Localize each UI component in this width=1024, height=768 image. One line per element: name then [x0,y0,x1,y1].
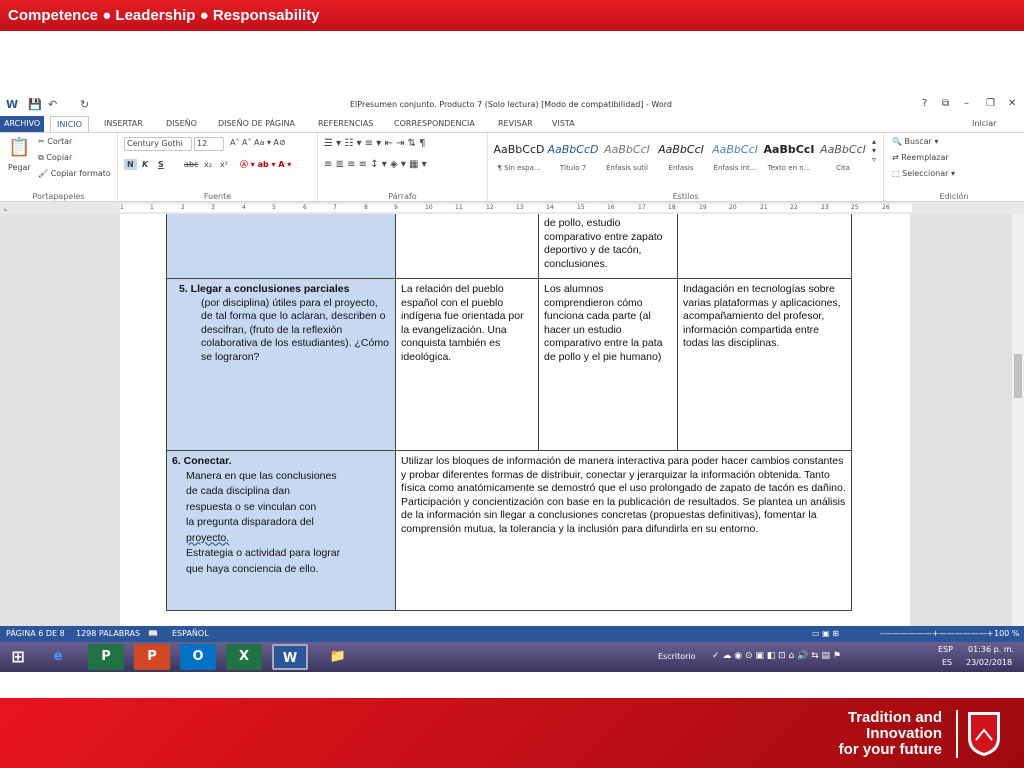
page-count[interactable]: PÁGINA 6 DE 8 [6,629,65,638]
ruler-tick-label: 25 [851,204,859,211]
zoom-level[interactable]: 100 % [994,629,1020,638]
cell-text: Indagación en tecnologías sobre varias plataformas y aplicaciones, acompañamiento del profesor, información compartida entre todas las disciplinas. [683,283,841,349]
table-cell[interactable] [396,451,852,611]
copy-button[interactable]: ⧉ Copiar [38,153,73,162]
select-label: Seleccionar [902,169,949,178]
ruler-tick-label: 10 [425,204,433,211]
ruler-tick-label: 11 [455,204,463,211]
cell-text: Los alumnos comprendieron cómo funciona cada parte (al hacer un estudio comparativo entre la pata de pollo y el pie humano) [544,283,663,363]
slide-header: Competence ● Leadership ● Responsability [0,0,1024,31]
ruler-tick-label: 1 [120,204,124,211]
style-item[interactable] [600,139,654,177]
clipboard-label: Portapapeles [32,192,85,201]
style-name: Énfasis [668,164,694,172]
styles-label: Estilos [672,192,699,201]
style-name: Texto en n... [767,164,811,172]
document-page [120,214,910,626]
cell-line: la pregunta disparadora del [186,516,314,528]
style-name: Énfasis sutil [606,164,648,172]
clock-date[interactable]: 23/02/2018 [966,658,1013,667]
table-row [167,451,852,611]
tagline-line: Tradition and [847,709,942,726]
ribbon-tabs [0,116,1024,132]
view-icons[interactable]: ▭ ▣ ⊞ [812,629,839,638]
subscript-button[interactable]: x₂ [204,160,212,169]
document-table [166,214,852,611]
window-title: ElPresumen conjunto. Producto 7 (Solo lectura) [Modo de compatibilidad] - Word [350,100,672,109]
table-cell[interactable] [167,451,396,611]
table-cell[interactable] [396,279,539,451]
style-preview: AaBbCcI [820,143,866,156]
cell-line: respuesta o se vinculan con [186,500,317,513]
tab-selector-icon[interactable]: ⌞ [4,203,8,212]
copy-label: Copiar [46,153,73,162]
slide-footer [0,698,1024,768]
zoom-slider[interactable]: –——————+——————+ [880,629,994,638]
ruler-tick-label: 13 [516,204,524,211]
italic-button[interactable]: K [142,160,149,169]
editing-group [884,133,1024,203]
cut-label: Cortar [47,137,73,146]
style-preview: AaBbCcD [493,143,545,156]
superscript-button[interactable]: x² [220,160,228,169]
style-item[interactable] [762,139,816,177]
select-button[interactable]: ⬚ Seleccionar ▾ [892,169,955,178]
find-button[interactable]: 🔍 Buscar ▾ [892,137,939,146]
cell-line: de cada disciplina dan [186,485,290,497]
ruler-tick-label: 1 [150,204,154,211]
ruler-tick-label: 12 [486,204,494,211]
clock-time[interactable]: 01:36 p. m. [968,645,1015,654]
style-name: Énfasis int... [713,164,757,172]
tab-insertar[interactable]: INSERTAR [104,119,143,128]
tray-icons[interactable]: ✓ ☁ ◉ ⊙ ▣ ◧ ⊡ ⌂ 🔊 ⇆ ▤ ⚑ [712,651,841,661]
scroll-thumb[interactable] [1014,354,1022,398]
cell-text: (por disciplina) útiles para el proyecto, de tal forma que lo aclaran, describen o descifran, (fruto de la reflexión colaborativa de los estudiantes). ¿Cómo se lograron? [201,296,389,363]
close-button[interactable]: ✕ [1008,98,1017,109]
format-painter-label: Copiar formato [50,169,111,178]
font-size-select[interactable]: 12 [194,137,224,151]
cut-button[interactable]: ✂ Cortar [38,137,73,146]
editing-label: Edición [939,192,969,201]
status-bar [0,626,1024,642]
style-item[interactable] [492,139,546,177]
word-icon[interactable]: W [272,644,308,670]
ribbon [0,132,1024,202]
row-title: 6. Conectar. [172,455,232,467]
style-preview: AaBbCcI [658,143,704,156]
document-area [0,214,1024,626]
windows-taskbar [0,642,1024,672]
cell-line: Manera en que las conclusiones [186,469,337,482]
ruler-tick-label: 7 [333,204,337,211]
styles-group [488,133,884,203]
tab-archivo[interactable]: ARCHIVO [0,116,44,132]
windows-start-icon[interactable]: ⊞ [11,647,25,666]
ruler-tick-label: 14 [546,204,554,211]
ima-logo-icon [964,708,1004,758]
paste-button[interactable]: Pegar [8,163,31,172]
table-cell[interactable] [167,279,396,451]
font-name-select[interactable]: Century Gothi [124,137,192,151]
keyboard-lang[interactable]: ES [942,658,953,667]
tab-referencias[interactable]: REFERENCIAS [318,119,374,128]
style-name: Cita [836,164,850,172]
ruler-tick-label: 22 [790,204,798,211]
project-icon[interactable]: P [88,644,124,670]
ruler-tick-label: 15 [577,204,585,211]
ruler-tick-label: 19 [699,204,707,211]
excel-icon[interactable]: X [226,644,262,670]
table-cell[interactable] [167,214,396,279]
style-item[interactable] [816,139,870,177]
language-label[interactable]: ESPAÑOL [172,629,209,638]
bullets-icon[interactable]: ☰ ▾ ☷ ▾ ≡ ▾ ⇤ ⇥ ⇅ ¶ [324,138,426,149]
table-cell[interactable] [678,279,852,451]
save-icon[interactable]: 💾 [28,98,42,111]
input-lang[interactable]: ESP [938,645,953,654]
table-cell[interactable] [539,214,678,279]
table-row [167,279,852,451]
cell-text: Utilizar los bloques de información de manera interactiva para poder hacer cambios constantes y probar diferentes formas de distribuir, conectar y jerarquizar la información obtenida. Tanto física como anatómicamente se demostró que el uso prolongado de zapato de tacón es dañino. Participación y concientización con base en la publicación de resultados. Se plantea un análisis de la información sin llegar a conclusiones concretas (propuestas definitivas), fomentar la comprensión mutua, la tolerancia y la inclusión para difundirla en su entorno. [401,455,846,535]
cell-line: que haya conciencia de ello. [186,562,319,575]
minimize-button[interactable]: – [964,98,969,109]
row-subtext [172,469,390,578]
desktop-label[interactable]: Escritorio [658,652,696,661]
table-row [167,214,852,279]
divider [956,710,958,758]
redo-icon[interactable]: ↻ [80,98,90,111]
cell-text: La relación del pueblo español con el pueblo indígena fue orientada por la evangelización. Una conquista también es ideológica. [401,283,524,363]
find-label: Buscar [904,137,932,146]
tagline [839,710,942,758]
replace-label: Reemplazar [901,153,949,162]
ruler-tick-label: 16 [607,204,615,211]
ruler-tick-label: 3 [211,204,215,211]
strikethrough-button[interactable]: abc [184,160,199,169]
table-cell[interactable] [539,279,678,451]
bold-button[interactable]: N [124,159,137,170]
style-name: ¶ Sin espa... [497,164,541,172]
format-painter-button[interactable]: 🖌 Copiar formato [38,169,111,178]
clipboard-group [0,133,118,203]
paragraph-group [318,133,488,203]
replace-button[interactable]: ⇄ Reemplazar [892,153,949,162]
proofing-icon[interactable]: 📖 [148,629,158,638]
tab-inicio[interactable]: INICIO [50,116,89,132]
tab-vista[interactable]: VISTA [552,119,575,128]
undo-icon[interactable]: ↶ [48,98,58,111]
tab-diseno-pagina[interactable]: DISEÑO DE PÁGINA [218,119,295,128]
font-color-icon[interactable]: Ⓐ ▾ ab ▾ A ▾ [240,160,292,169]
row-title: 5. Llegar a conclusiones parciales [179,283,350,295]
underline-button[interactable]: S [158,160,164,169]
vertical-scrollbar[interactable] [1012,214,1024,626]
ruler-tick-label: 17 [638,204,646,211]
cell-line: Estrategia o actividad para lograr [186,547,341,559]
internet-explorer-icon[interactable]: e [53,649,63,664]
ruler-tick-label: 6 [303,204,307,211]
powerpoint-icon[interactable]: P [134,644,170,670]
ruler-tick-label: 4 [242,204,246,211]
word-screenshot [0,94,1024,672]
tab-revisar[interactable]: REVISAR [498,119,533,128]
style-preview: AaBbCcD [547,143,599,156]
cell-text: de pollo, estudio comparativo entre zapato deportivo y de tacón, conclusiones. [544,217,663,270]
ruler-tick-label: 20 [729,204,737,211]
tab-correspondencia[interactable]: CORRESPONDENCIA [394,119,475,128]
title-bar [0,94,1024,116]
ruler-tick-label: 5 [272,204,276,211]
ruler-tick-label: 26 [882,204,890,211]
style-preview: AaBbCcI [712,143,758,156]
style-item[interactable] [654,139,708,177]
table-cell[interactable] [396,214,539,279]
ruler-scale [120,204,912,212]
font-group [118,133,318,203]
ruler-tick-label: 2 [181,204,185,211]
style-name: Título 7 [559,164,587,172]
word-count[interactable]: 1298 PALABRAS [76,629,141,638]
restore-button[interactable]: ❐ [986,98,995,109]
tab-diseno[interactable]: DISEÑO [166,119,197,128]
cell-line: proyecto. [186,531,230,544]
styles-scroll-icon[interactable]: ▴ ▾ ▿ [872,137,877,164]
style-preview: AaBbCcI [763,143,815,156]
ruler-tick-label: 18 [668,204,676,211]
ruler-tick-label: 8 [364,204,368,211]
ruler-tick-label: 9 [394,204,398,211]
horizontal-ruler[interactable] [0,202,1024,214]
tagline-line: Innovation [866,725,942,742]
outlook-icon[interactable]: O [180,644,216,670]
style-preview: AaBbCcI [604,143,650,156]
align-icon[interactable]: ≡ ≣ ≡ ≡ ↕ ▾ ◈ ▾ ▦ ▾ [324,159,427,170]
file-explorer-icon[interactable]: 📁 [329,649,347,664]
table-cell[interactable] [678,214,852,279]
font-label: Fuente [203,192,232,201]
ruler-tick-label: 21 [760,204,768,211]
grow-font-icon[interactable]: A˄ A˅ Aa ▾ A⊘ [230,138,286,147]
style-item[interactable] [546,139,600,177]
ruler-tick-label: 23 [821,204,829,211]
paragraph-label: Párrafo [388,192,417,201]
ribbon-display-button[interactable]: ⧉ [942,98,950,109]
signin-link[interactable]: Iniciar [972,119,997,128]
tagline-line: for your future [838,741,942,758]
help-button[interactable]: ? [922,98,928,109]
style-item[interactable] [708,139,762,177]
paste-icon[interactable]: 📋 [8,137,31,158]
word-logo-icon: W [6,98,19,111]
